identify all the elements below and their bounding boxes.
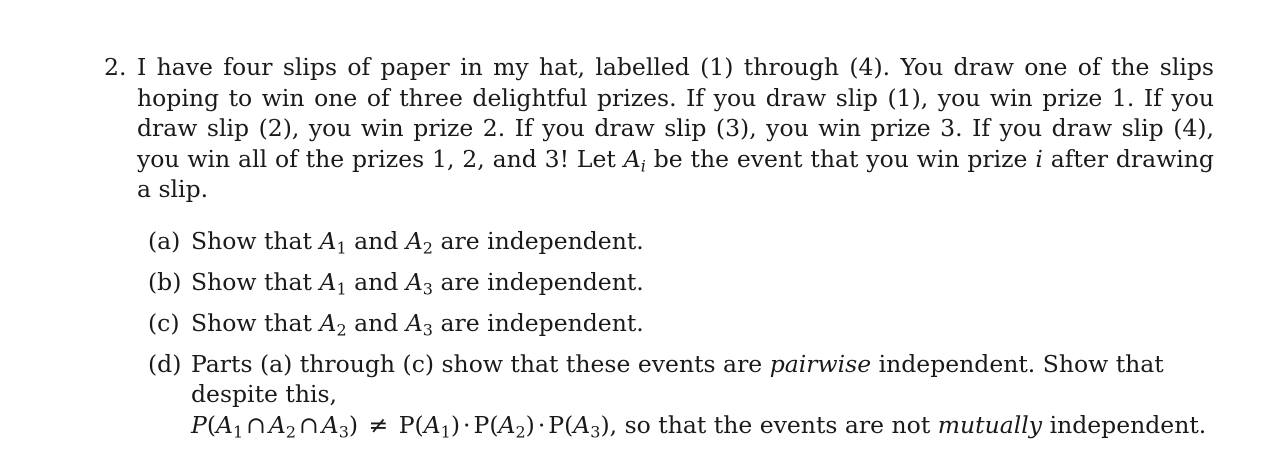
problem-text-body: I have four slips of paper in my hat, labelled (1) through (4). You draw one of the slips hoping to win one of three delightful prizes. If you draw slip (1), you win prize 1. If you draw slip (2), you win prize 2. If you draw slip (3), you win prize 3. If you draw slip (4), you win all of the prizes 1, 2, and 3! Let (137, 53, 1214, 173)
emphasis-mutually: mutually (937, 410, 1043, 439)
problem-text (137, 52, 1214, 205)
part-d (148, 349, 1214, 441)
part-b (148, 267, 1214, 298)
math-a1: $A_1$ (319, 226, 347, 257)
part-label-d: (d) (148, 349, 182, 378)
part-d-text1: Parts (a) through (c) show that these events are (191, 349, 763, 378)
math-c1: $A_2$ (319, 308, 347, 339)
event-index: i (640, 155, 646, 175)
event-symbol: $A_i$ (623, 144, 646, 175)
part-c-lead: Show that (191, 308, 312, 337)
part-b-tail: are independent. (440, 267, 644, 296)
part-c-conj: and (354, 308, 399, 337)
problem-text-mid: be the event that you win prize (653, 144, 1028, 173)
problem-text-end: after drawing a slip. (137, 144, 1214, 203)
math-a2: $A_2$ (405, 226, 433, 257)
problem-statement (104, 52, 1214, 205)
math-c2: $A_3$ (405, 308, 433, 339)
emphasis-pairwise: pairwise (769, 349, 872, 378)
problem-parts (104, 226, 1214, 441)
part-c-tail: are independent. (440, 308, 644, 337)
problem-number: 2. (104, 53, 127, 81)
part-a-lead: Show that (191, 226, 312, 255)
problem-2 (104, 52, 1214, 451)
part-d-text4: independent. (1049, 410, 1207, 439)
part-a (148, 226, 1214, 257)
part-d-text2: independent. Show that despite this, (191, 349, 1164, 408)
part-d-text3: so that the events are not (624, 410, 931, 439)
intersection-formula: $P(A_1$ ∩ $A_2$ ∩ $A_3) \ne P(A_1) \cdot P(A_2) \cdot P(A_3)$, (191, 410, 618, 441)
part-label-c: (c) (148, 308, 180, 337)
part-b-lead: Show that (191, 267, 312, 296)
prize-variable: i (1035, 144, 1043, 173)
part-label-a: (a) (148, 226, 181, 255)
part-a-tail: are independent. (440, 226, 644, 255)
part-c (148, 308, 1214, 339)
math-b2: $A_3$ (405, 267, 433, 298)
part-label-b: (b) (148, 267, 182, 296)
math-b1: $A_1$ (319, 267, 347, 298)
part-a-conj: and (354, 226, 399, 255)
part-b-conj: and (354, 267, 399, 296)
